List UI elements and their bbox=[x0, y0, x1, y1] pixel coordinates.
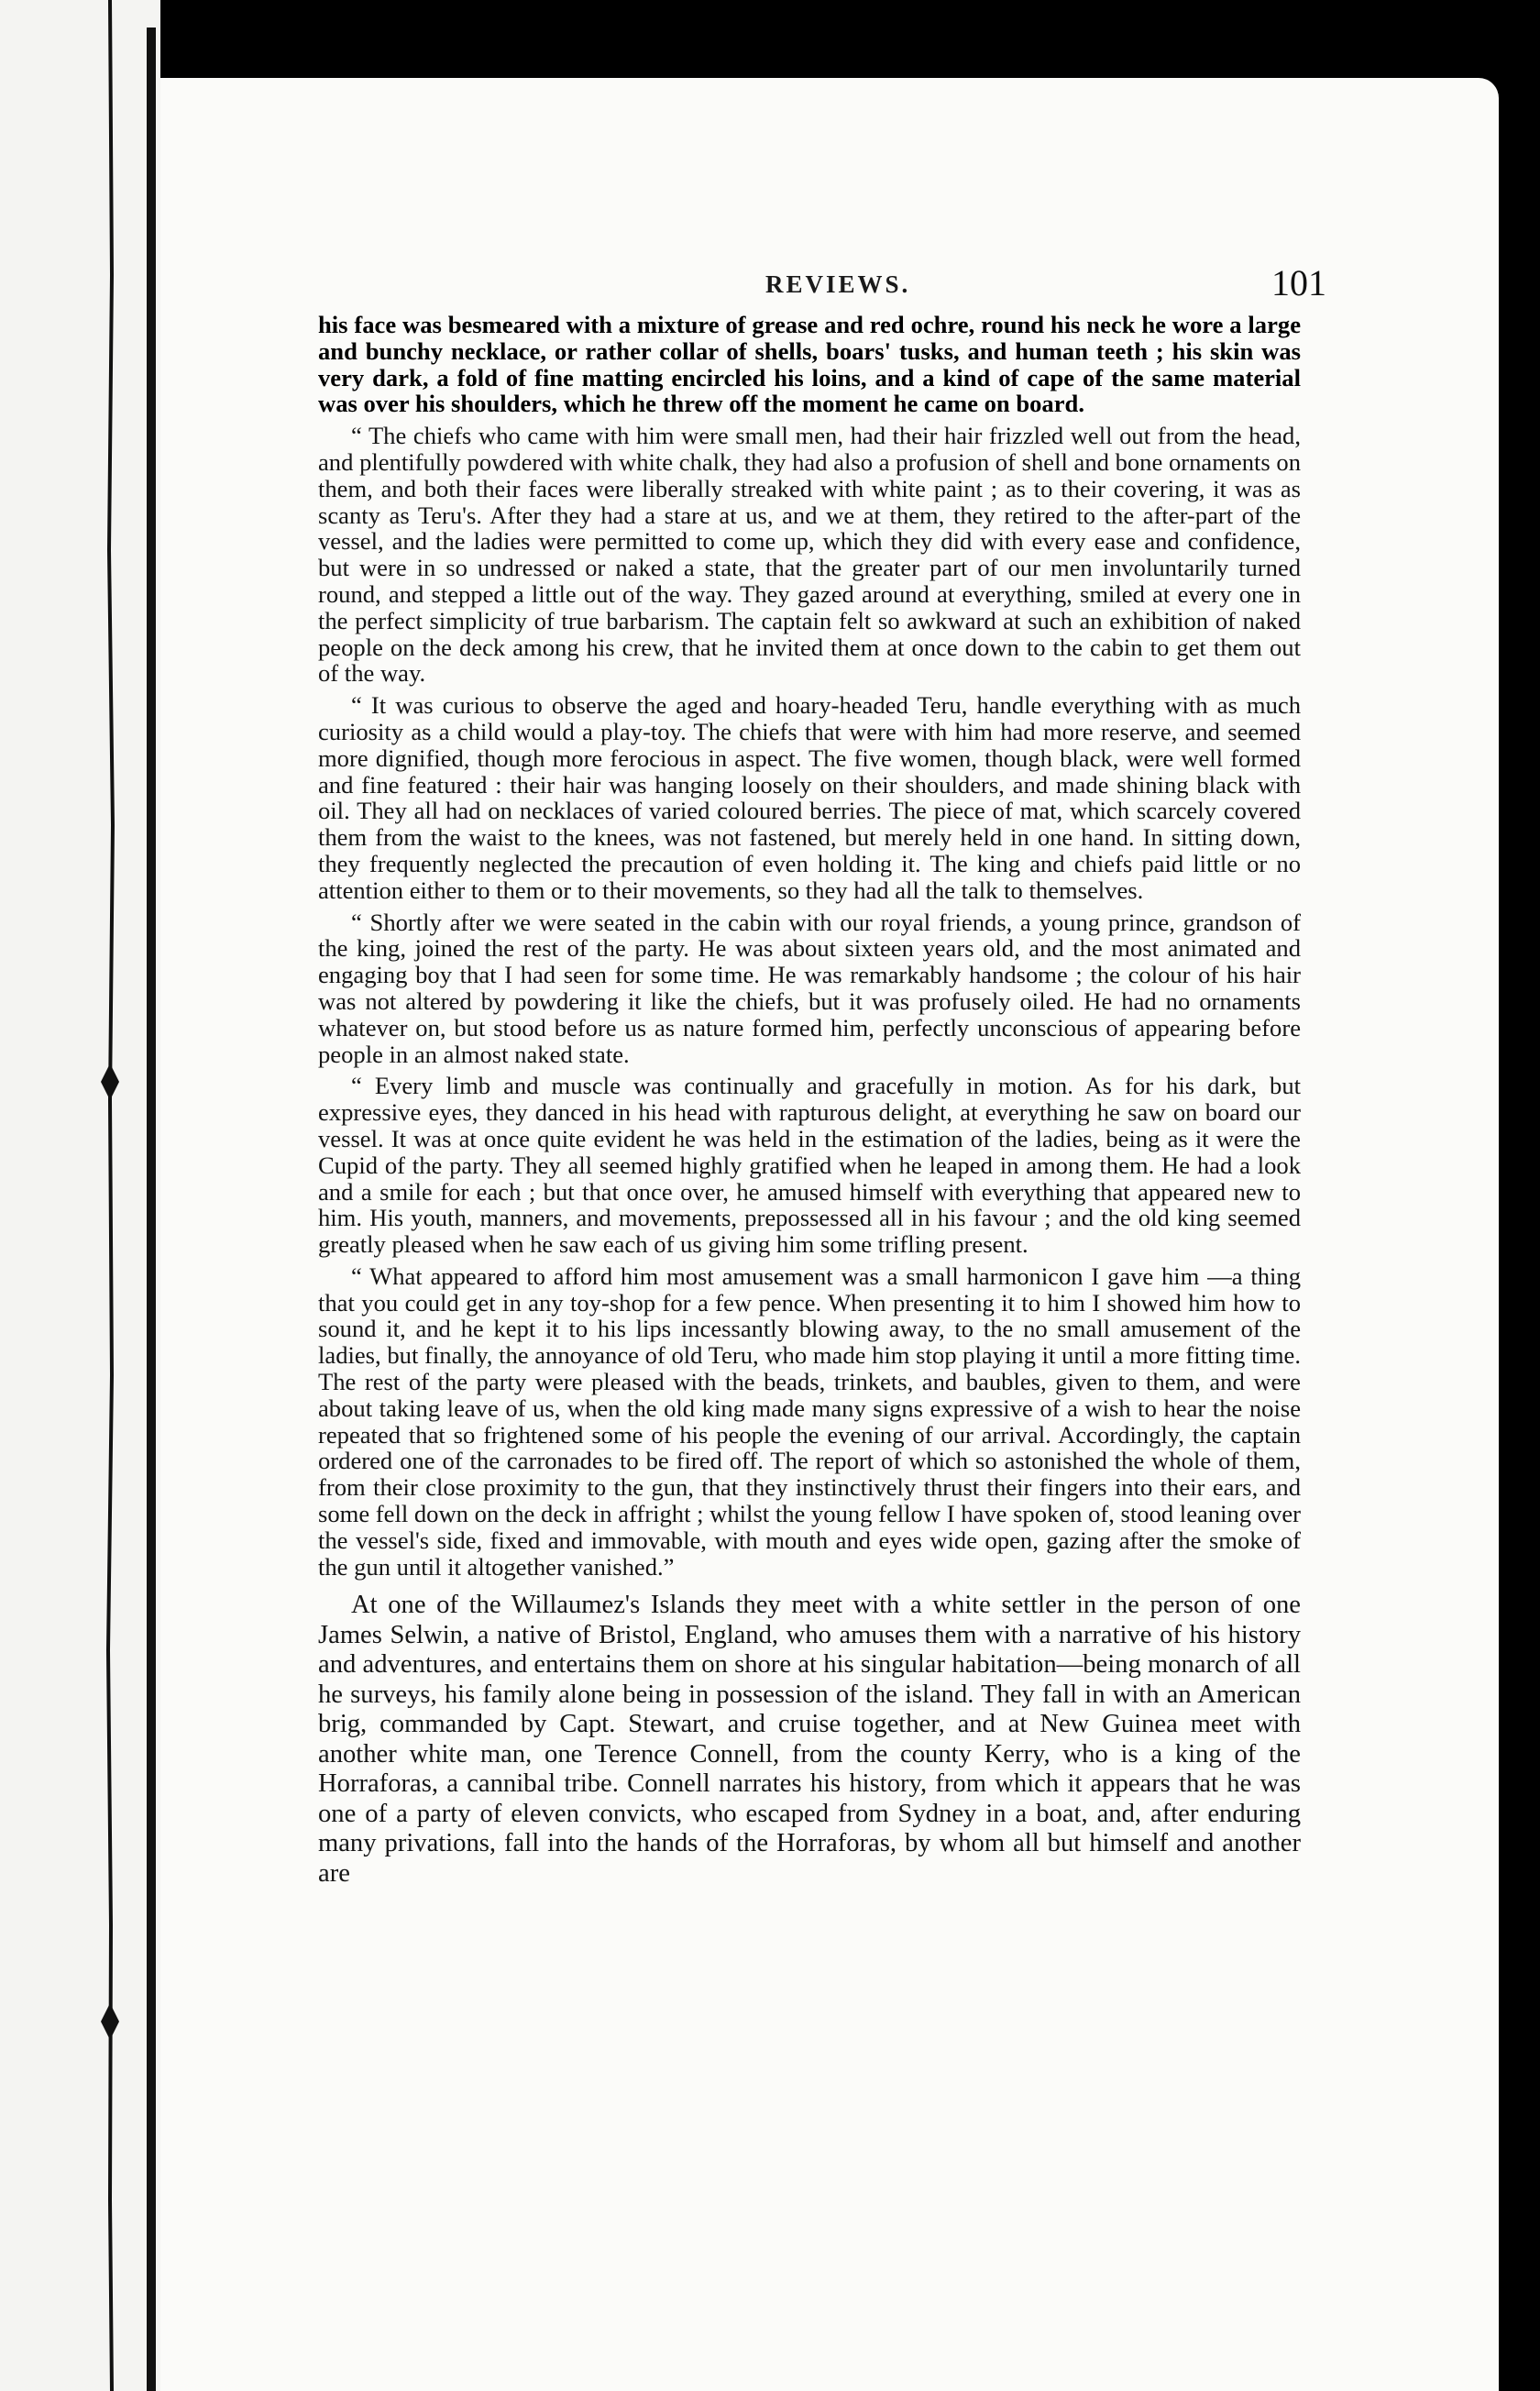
paragraph: At one of the Willaumez's Islands they meet with a white settler in the person of one James Selwin, a native of Bristol, England, who amuses them with a narrative of his history and adventures, and entertains them on shore at his singular habitation—being monarch of all he surveys, his family alone being in possession of the island. They fall in with an American brig, commanded by Capt. Stewart, and cruise together, and at New Guinea meet with another white man, one Terence Connell, from the county Kerry, who is a king of the Horraforas, a cannibal tribe. Connell narrates his history, from which it appears that he was one of a party of eleven convicts, who escaped from Sydney in a boat, and, after enduring many privations, fall into the hands of the Horraforas, by whom all but himself and another are bbox=[318, 1591, 1301, 1888]
paragraph: “ Every limb and muscle was continually and gracefully in motion. As for his dark, but expressive eyes, they danced in his head with rapturous delight, at everything he saw on board our vessel. It was at once quite evident he was held in the estimation of the ladies, being as it were the Cupid of the party. They all seemed highly gratified when he leaped in among them. He had a look and a smile for each ; but that once over, he amused himself with everything that appeared new to him. His youth, manners, and movements, prepossessed all in his favour ; and the old king seemed greatly pleased when he saw each of us giving him some trifling present. bbox=[318, 1072, 1301, 1259]
paragraph: “ The chiefs who came with him were small men, had their hair frizzled well out from the head, and plentifully powdered with white chalk, they had also a profusion of shell and bone ornaments on them, and both their faces were liberally streaked with white paint ; as to their covering, it was as scanty as Teru's. After they had a stare at us, and we at them, they retired to the after-part of the vessel, and the ladies were permitted to come up, which they did with every ease and confidence, but were in so undressed or naked a state, that the greater part of our men involuntarily turned round, and stepped a little out of the way. They gazed around at everything, smiled at every one in the perfect simplicity of true barbarism. The captain felt so awkward at such an exhibition of naked people on the deck among his crew, that he invited them at once down to the cabin to get them out of the way. bbox=[318, 422, 1301, 688]
paragraph: “ What appeared to afford him most amusement was a small harmonicon I gave him —a thing that you could get in any toy-shop for a few pence. When presenting it to him I showed him how to sound it, and he kept it to his lips incessantly blowing away, to the no small amusement of the ladies, but finally, the annoyance of old Teru, who made him stop playing it until a more fitting time. The rest of the party were pleased with the beads, trinkets, and baubles, given to them, and were about taking leave of us, when the old king made many signs expressive of a wish to hear the noise repeated that so frightened some of his people the evening of our arrival. Accordingly, the captain ordered one of the carronades to be fired off. The report of which so astonished the whole of them, from their close proximity to the gun, that they instinctively thrust their fingers into their ears, and some fell down on the deck in affright ; whilst the young fellow I have spoken of, stood leaning over the vessel's side, fixed and immovable, with mouth and eyes wide open, gazing after the smoke of the gun until it altogether vanished.” bbox=[318, 1262, 1301, 1581]
page-text bbox=[318, 312, 1301, 1889]
paragraph: his face was besmeared with a mixture of grease and red ochre, round his neck he wore a large and bunchy necklace, or rather collar of shells, boars' tusks, and human teeth ; his skin was very dark, a fold of fine matting encircled his loins, and a kind of cape of the same material was over his shoulders, which he threw off the moment he came on board. bbox=[318, 311, 1301, 418]
gutter-shadow bbox=[147, 28, 156, 2391]
book-page bbox=[160, 78, 1499, 2391]
paragraph: “ It was curious to observe the aged and hoary-headed Teru, handle everything with as much curiosity as a child would a play-toy. The chiefs that were with him had more reserve, and seemed more dignified, though more ferocious in aspect. The five women, though black, were well formed and fine featured : their hair was hanging loosely on their shoulders, and made shining black with oil. They all had on necklaces of varied coloured berries. The piece of mat, which scarcely covered them from the waist to the knees, was not fastened, but merely held in one hand. In sitting down, they frequently neglected the precaution of even holding it. The king and chiefs paid little or no attention either to them or to their movements, so they had all the talk to themselves. bbox=[318, 691, 1301, 904]
page-number: 101 bbox=[1271, 262, 1326, 303]
page-header bbox=[160, 261, 1499, 316]
running-head: REVIEWS. bbox=[765, 270, 911, 298]
binding-gutter bbox=[0, 0, 160, 2391]
paragraph: “ Shortly after we were seated in the cabin with our royal friends, a young prince, grandson of the king, joined the rest of the party. He was about sixteen years old, and the most animated and engaging boy that I had seen for some time. He was remarkably handsome ; the colour of his hair was not altered by powdering it like the chiefs, but it was profusely oiled. He had no ornaments whatever on, but stood before us as nature formed him, perfectly unconscious of appearing before people in an almost naked state. bbox=[318, 908, 1301, 1068]
